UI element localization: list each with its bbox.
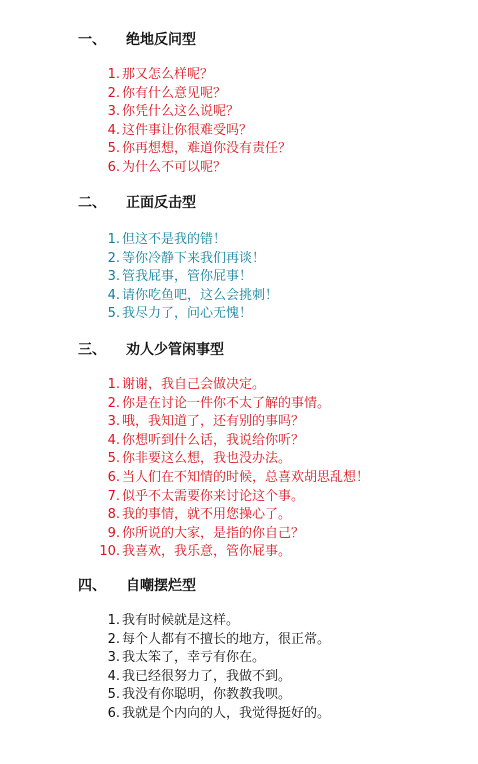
list-item: 6. 我就是个内向的人，我觉得挺好的。 (107, 705, 331, 721)
section-list-4 (94, 612, 330, 724)
list-item: 4. 你想听到什么话，我说给你听？ (107, 432, 305, 448)
list-item: 4. 请你吃鱼吧，这么会挑刺！ (107, 287, 279, 303)
list-item: 6. 为什么不可以呢？ (107, 159, 227, 175)
list-item: 2. 等你冷静下来我们再谈！ (107, 250, 266, 266)
list-item: 4. 这件事让你很难受吗？ (107, 122, 253, 138)
list-item: 5. 我没有你聪明，你教教我呗。 (107, 687, 292, 703)
section-list-2 (94, 231, 278, 324)
section-title: 劝人少管闲事型 (126, 342, 224, 358)
section-heading-3 (78, 340, 224, 360)
list-item: 3. 管我屁事，管你屁事！ (107, 269, 253, 285)
list-item: 5. 你再想想，难道你没有责任？ (107, 141, 292, 157)
list-item: 1. 但这不是我的错！ (107, 232, 227, 247)
list-item: 9. 你所说的大家，是指的你自己？ (107, 525, 305, 541)
list-item: 3. 哦，我知道了，还有别的事吗？ (107, 414, 305, 430)
list-item: 10. 我喜欢，我乐意，管你屁事。 (99, 544, 292, 560)
section-heading-4 (78, 576, 196, 596)
list-item: 5. 你非要这么想，我也没办法。 (107, 451, 292, 467)
list-item: 2. 每个人都有不擅长的地方，很正常。 (107, 631, 331, 647)
list-item: 3. 你凭什么这么说呢？ (107, 104, 240, 120)
list-item: 1. 谢谢，我自己会做决定。 (107, 377, 266, 392)
list-item: 2. 你有什么意见呢？ (107, 85, 227, 101)
section-heading-2 (78, 193, 196, 213)
section-title: 正面反击型 (126, 195, 196, 211)
section-heading-1 (78, 30, 196, 50)
section-number: 二、 (78, 195, 106, 211)
list-item: 5. 我尽力了，问心无愧！ (107, 306, 253, 322)
section-title: 绝地反问型 (126, 32, 196, 48)
section-number: 四、 (78, 578, 106, 594)
list-item: 2. 你是在讨论一件你不太了解的事情。 (107, 395, 331, 411)
list-item: 8. 我的事情，就不用您操心了。 (107, 507, 292, 523)
list-item: 1. 那又怎么样呢？ (107, 67, 214, 82)
section-number: 一、 (78, 32, 106, 48)
list-item: 7. 似乎不太需要你来讨论这个事。 (107, 488, 305, 504)
list-item: 6. 当人们在不知情的时候，总喜欢胡思乱想！ (107, 469, 370, 485)
list-item: 3. 我太笨了，幸亏有你在。 (107, 650, 266, 666)
section-list-3 (94, 376, 369, 562)
section-title: 自嘲摆烂型 (126, 578, 196, 594)
section-number: 三、 (78, 342, 106, 358)
list-item: 4. 我已经很努力了，我做不到。 (107, 668, 292, 684)
section-list-1 (94, 66, 291, 178)
list-item: 1. 我有时候就是这样。 (107, 613, 240, 628)
